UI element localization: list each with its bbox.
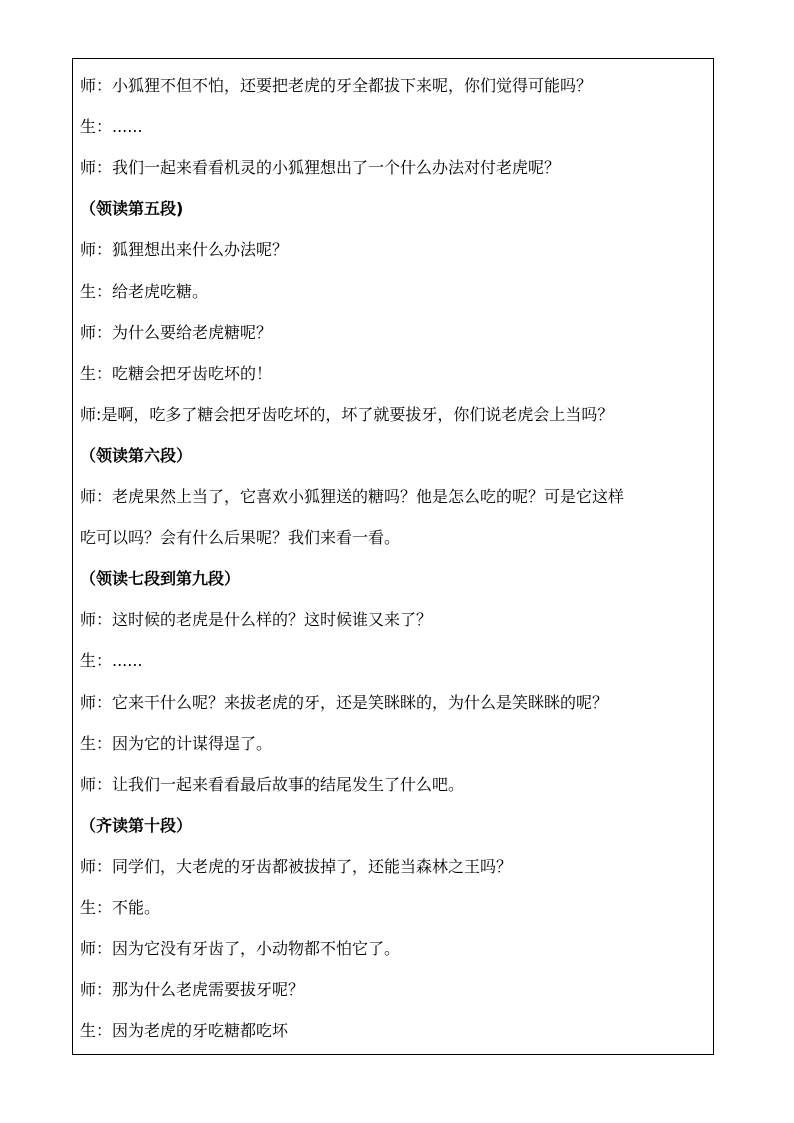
student-line: 生：...... <box>80 651 143 670</box>
teacher-line: 师：那为什么老虎需要拔牙呢？ <box>80 980 305 999</box>
continuation-line: 吃可以吗？会有什么后果呢？我们来看一看。 <box>80 528 401 547</box>
section-heading: （领读七段到第九段） <box>80 569 241 588</box>
student-line: 生：因为它的计谋得逞了。 <box>80 734 273 753</box>
section-heading: （齐读第十段） <box>80 816 193 835</box>
student-line: 生：...... <box>80 117 143 136</box>
teacher-line: 师：让我们一起来看看最后故事的结尾发生了什么吧。 <box>80 775 465 794</box>
teacher-line: 师：为什么要给老虎糖呢？ <box>80 323 273 342</box>
teacher-line: 师:是啊，吃多了糖会把牙齿吃坏的，坏了就要拔牙，你们说老虎会上当吗？ <box>80 405 614 424</box>
teacher-line: 师：因为它没有牙齿了，小动物都不怕它了。 <box>80 939 401 958</box>
teacher-line: 师：老虎果然上当了，它喜欢小狐狸送的糖吗？他是怎么吃的呢？可是它这样 <box>80 487 625 506</box>
student-line: 生：因为老虎的牙吃糖都吃坏 <box>80 1021 289 1040</box>
teacher-line: 师：这时候的老虎是什么样的？这时候谁又来了？ <box>80 610 433 629</box>
teacher-line: 师：我们一起来看看机灵的小狐狸想出了一个什么办法对付老虎呢？ <box>80 158 561 177</box>
teacher-line: 师：同学们，大老虎的牙齿都被拔掉了，还能当森林之王吗？ <box>80 857 513 876</box>
section-heading: （领读第五段) <box>80 199 184 218</box>
section-heading: （领读第六段） <box>80 446 193 465</box>
teacher-line: 师：小狐狸不但不怕，还要把老虎的牙全都拔下来呢，你们觉得可能吗？ <box>80 76 593 95</box>
teacher-line: 师：它来干什么呢？来拔老虎的牙，还是笑眯眯的，为什么是笑眯眯的呢？ <box>80 693 609 712</box>
student-line: 生：不能。 <box>80 898 161 917</box>
teacher-line: 师：狐狸想出来什么办法呢？ <box>80 240 289 259</box>
student-line: 生：吃糖会把牙齿吃坏的！ <box>80 364 273 383</box>
student-line: 生：给老虎吃糖。 <box>80 282 209 301</box>
